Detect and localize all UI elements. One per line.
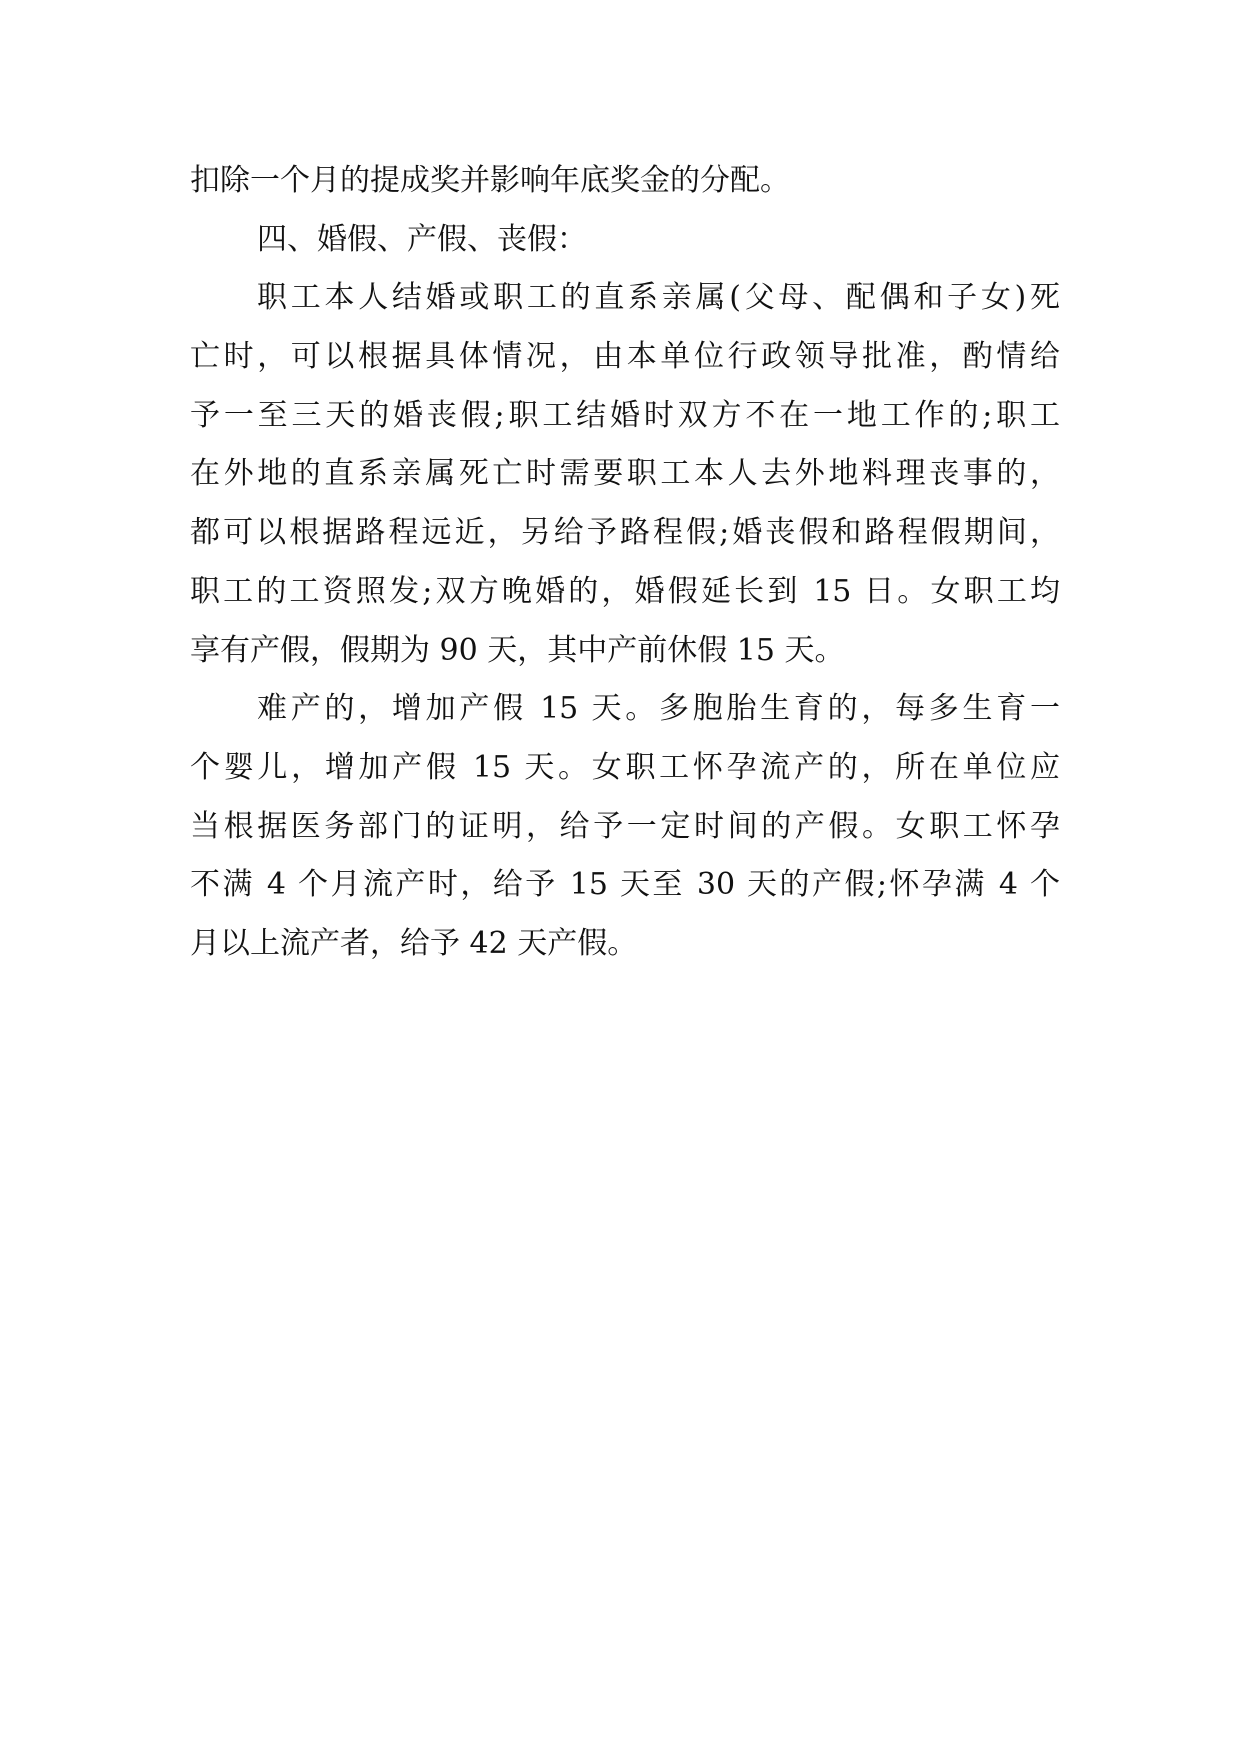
text-line: 扣除一个月的提成奖并影响年底奖金的分配。: [190, 163, 790, 198]
text-line: 不满 4 个月流产时，给予 15 天至 30 天的产假;怀孕满 4 个: [190, 867, 1060, 903]
text-line: 予一至三天的婚丧假;职工结婚时双方不在一地工作的;职工: [190, 397, 1060, 433]
paragraph-continuation: [190, 152, 1060, 211]
text-line: 难产的，增加产假 15 天。多胞胎生育的，每多生育一: [257, 691, 1060, 727]
paragraph-marriage-funeral-leave: [190, 269, 1060, 680]
paragraph-maternity-leave: [190, 680, 1060, 973]
text-line: 当根据医务部门的证明，给予一定时间的产假。女职工怀孕: [190, 808, 1060, 844]
text-line: 职工本人结婚或职工的直系亲属(父母、配偶和子女)死: [257, 280, 1060, 316]
text-line: 都可以根据路程远近，另给予路程假;婚丧假和路程假期间，: [190, 515, 1060, 551]
heading-line: 四、婚假、产假、丧假：: [257, 221, 587, 257]
text-line: 职工的工资照发;双方晚婚的，婚假延长到 15 日。女职工均: [190, 573, 1060, 609]
text-line: 月以上流产者，给予 42 天产假。: [190, 925, 638, 961]
text-line: 在外地的直系亲属死亡时需要职工本人去外地料理丧事的，: [190, 456, 1060, 492]
text-line: 亡时，可以根据具体情况，由本单位行政领导批准，酌情给: [190, 339, 1060, 375]
text-line: 个婴儿，增加产假 15 天。女职工怀孕流产的，所在单位应: [190, 749, 1060, 785]
text-line: 享有产假，假期为 90 天，其中产前休假 15 天。: [190, 632, 845, 668]
section-heading: [190, 211, 1060, 270]
document-body: [190, 152, 1060, 974]
